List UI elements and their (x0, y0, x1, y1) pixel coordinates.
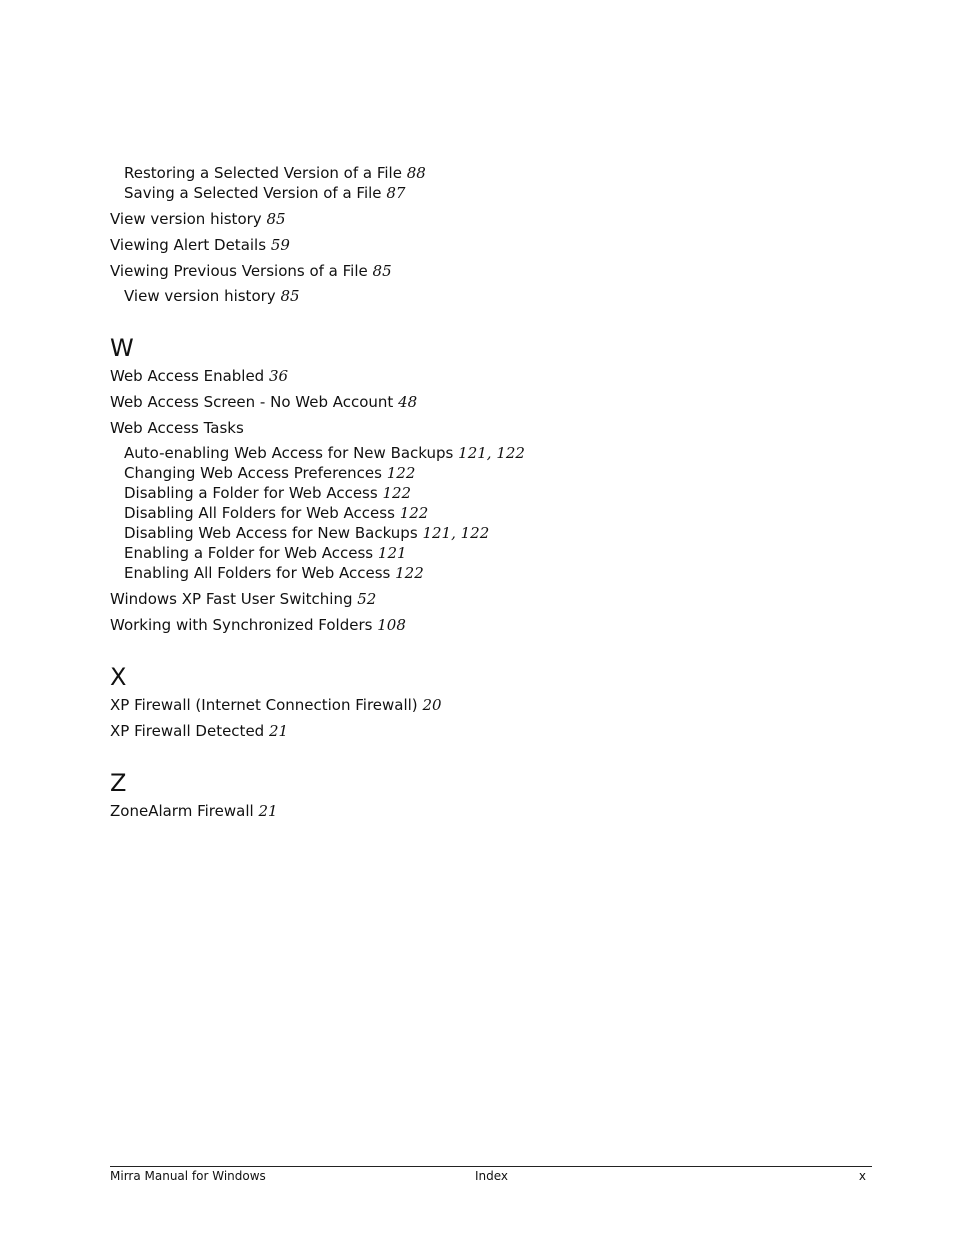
footer-document-title: Mirra Manual for Windows (110, 1169, 266, 1183)
index-page-reference[interactable]: 20 (422, 696, 442, 714)
index-subentry (110, 563, 870, 583)
footer-page-number: x (858, 1169, 866, 1183)
index-subentry (110, 503, 870, 523)
index-page-reference[interactable]: 121 (377, 544, 407, 562)
index-entry-text: View version history (124, 287, 276, 305)
index-page-reference[interactable]: 85 (280, 287, 300, 305)
index-entry-text: Disabling a Folder for Web Access (124, 484, 378, 502)
index-entry-text: Web Access Enabled (110, 367, 265, 385)
index-entry-text: ZoneAlarm Firewall (110, 802, 254, 820)
index-entry-text: Disabling All Folders for Web Access (124, 504, 395, 522)
index-page-reference[interactable]: 36 (269, 367, 289, 385)
index-entry (110, 695, 870, 715)
index-page-reference[interactable]: 85 (372, 262, 392, 280)
index-section-letter: X (110, 663, 127, 691)
index-entry-text: Saving a Selected Version of a File (124, 184, 382, 202)
index-entry-text: XP Firewall (Internet Connection Firewall) (110, 696, 418, 714)
index-entry (110, 615, 870, 635)
index-section-letter: W (110, 334, 134, 362)
index-entry (110, 418, 870, 438)
index-entry-text: Changing Web Access Preferences (124, 464, 382, 482)
page-footer (110, 1166, 872, 1183)
index-entry (110, 235, 870, 255)
index-entry-text: Auto-enabling Web Access for New Backups (124, 444, 454, 462)
index-entry-text: Restoring a Selected Version of a File (124, 164, 402, 182)
index-subentry (110, 483, 870, 503)
index-subentry (110, 443, 870, 463)
index-page-reference[interactable]: 122 (382, 484, 412, 502)
index-page-reference[interactable]: 122 (386, 464, 416, 482)
index-page-reference[interactable]: 48 (398, 393, 418, 411)
index-page-reference[interactable]: 88 (406, 164, 426, 182)
index-entry (110, 721, 870, 741)
index-section-letter: Z (110, 769, 127, 797)
index-entry-text: Viewing Alert Details (110, 236, 267, 254)
index-page-reference[interactable]: 122 (399, 504, 429, 522)
index-page-reference[interactable]: 121, 122 (458, 444, 525, 462)
index-entry-text: Web Access Tasks (110, 419, 244, 437)
index-page-reference[interactable]: 122 (395, 564, 424, 582)
index-entry (110, 801, 870, 821)
index-page-reference[interactable]: 21 (268, 722, 289, 740)
index-entry (110, 209, 870, 229)
index-page-reference[interactable]: 52 (357, 590, 377, 608)
index-subentry (110, 286, 870, 306)
index-page-reference[interactable]: 85 (266, 210, 286, 228)
index-entry-text: Working with Synchronized Folders (110, 616, 373, 634)
index-content (110, 163, 870, 821)
index-entry-text: Viewing Previous Versions of a File (110, 262, 368, 280)
index-entry-text: Windows XP Fast User Switching (110, 590, 353, 608)
index-entry-text: Enabling All Folders for Web Access (124, 564, 391, 582)
index-entry (110, 392, 870, 412)
index-entry (110, 366, 870, 386)
footer-section-name: Index (475, 1169, 509, 1183)
index-subentry (110, 523, 870, 543)
index-entry-text: Disabling Web Access for New Backups (124, 524, 418, 542)
index-subentry (110, 463, 870, 483)
index-subentry (110, 543, 870, 563)
index-page-reference[interactable]: 21 (258, 802, 278, 820)
index-entry-text: XP Firewall Detected (110, 722, 265, 740)
index-page-reference[interactable]: 108 (377, 616, 406, 634)
index-entry-text: Enabling a Folder for Web Access (124, 544, 374, 562)
index-subentry (110, 163, 870, 183)
index-entry-text: View version history (110, 210, 262, 228)
index-entry (110, 589, 870, 609)
index-entry (110, 261, 870, 281)
index-subentry (110, 183, 870, 203)
index-page-reference[interactable]: 87 (386, 184, 406, 202)
index-entry-text: Web Access Screen - No Web Account (110, 393, 394, 411)
index-page-reference[interactable]: 121, 122 (422, 524, 490, 542)
index-page-reference[interactable]: 59 (270, 236, 290, 254)
